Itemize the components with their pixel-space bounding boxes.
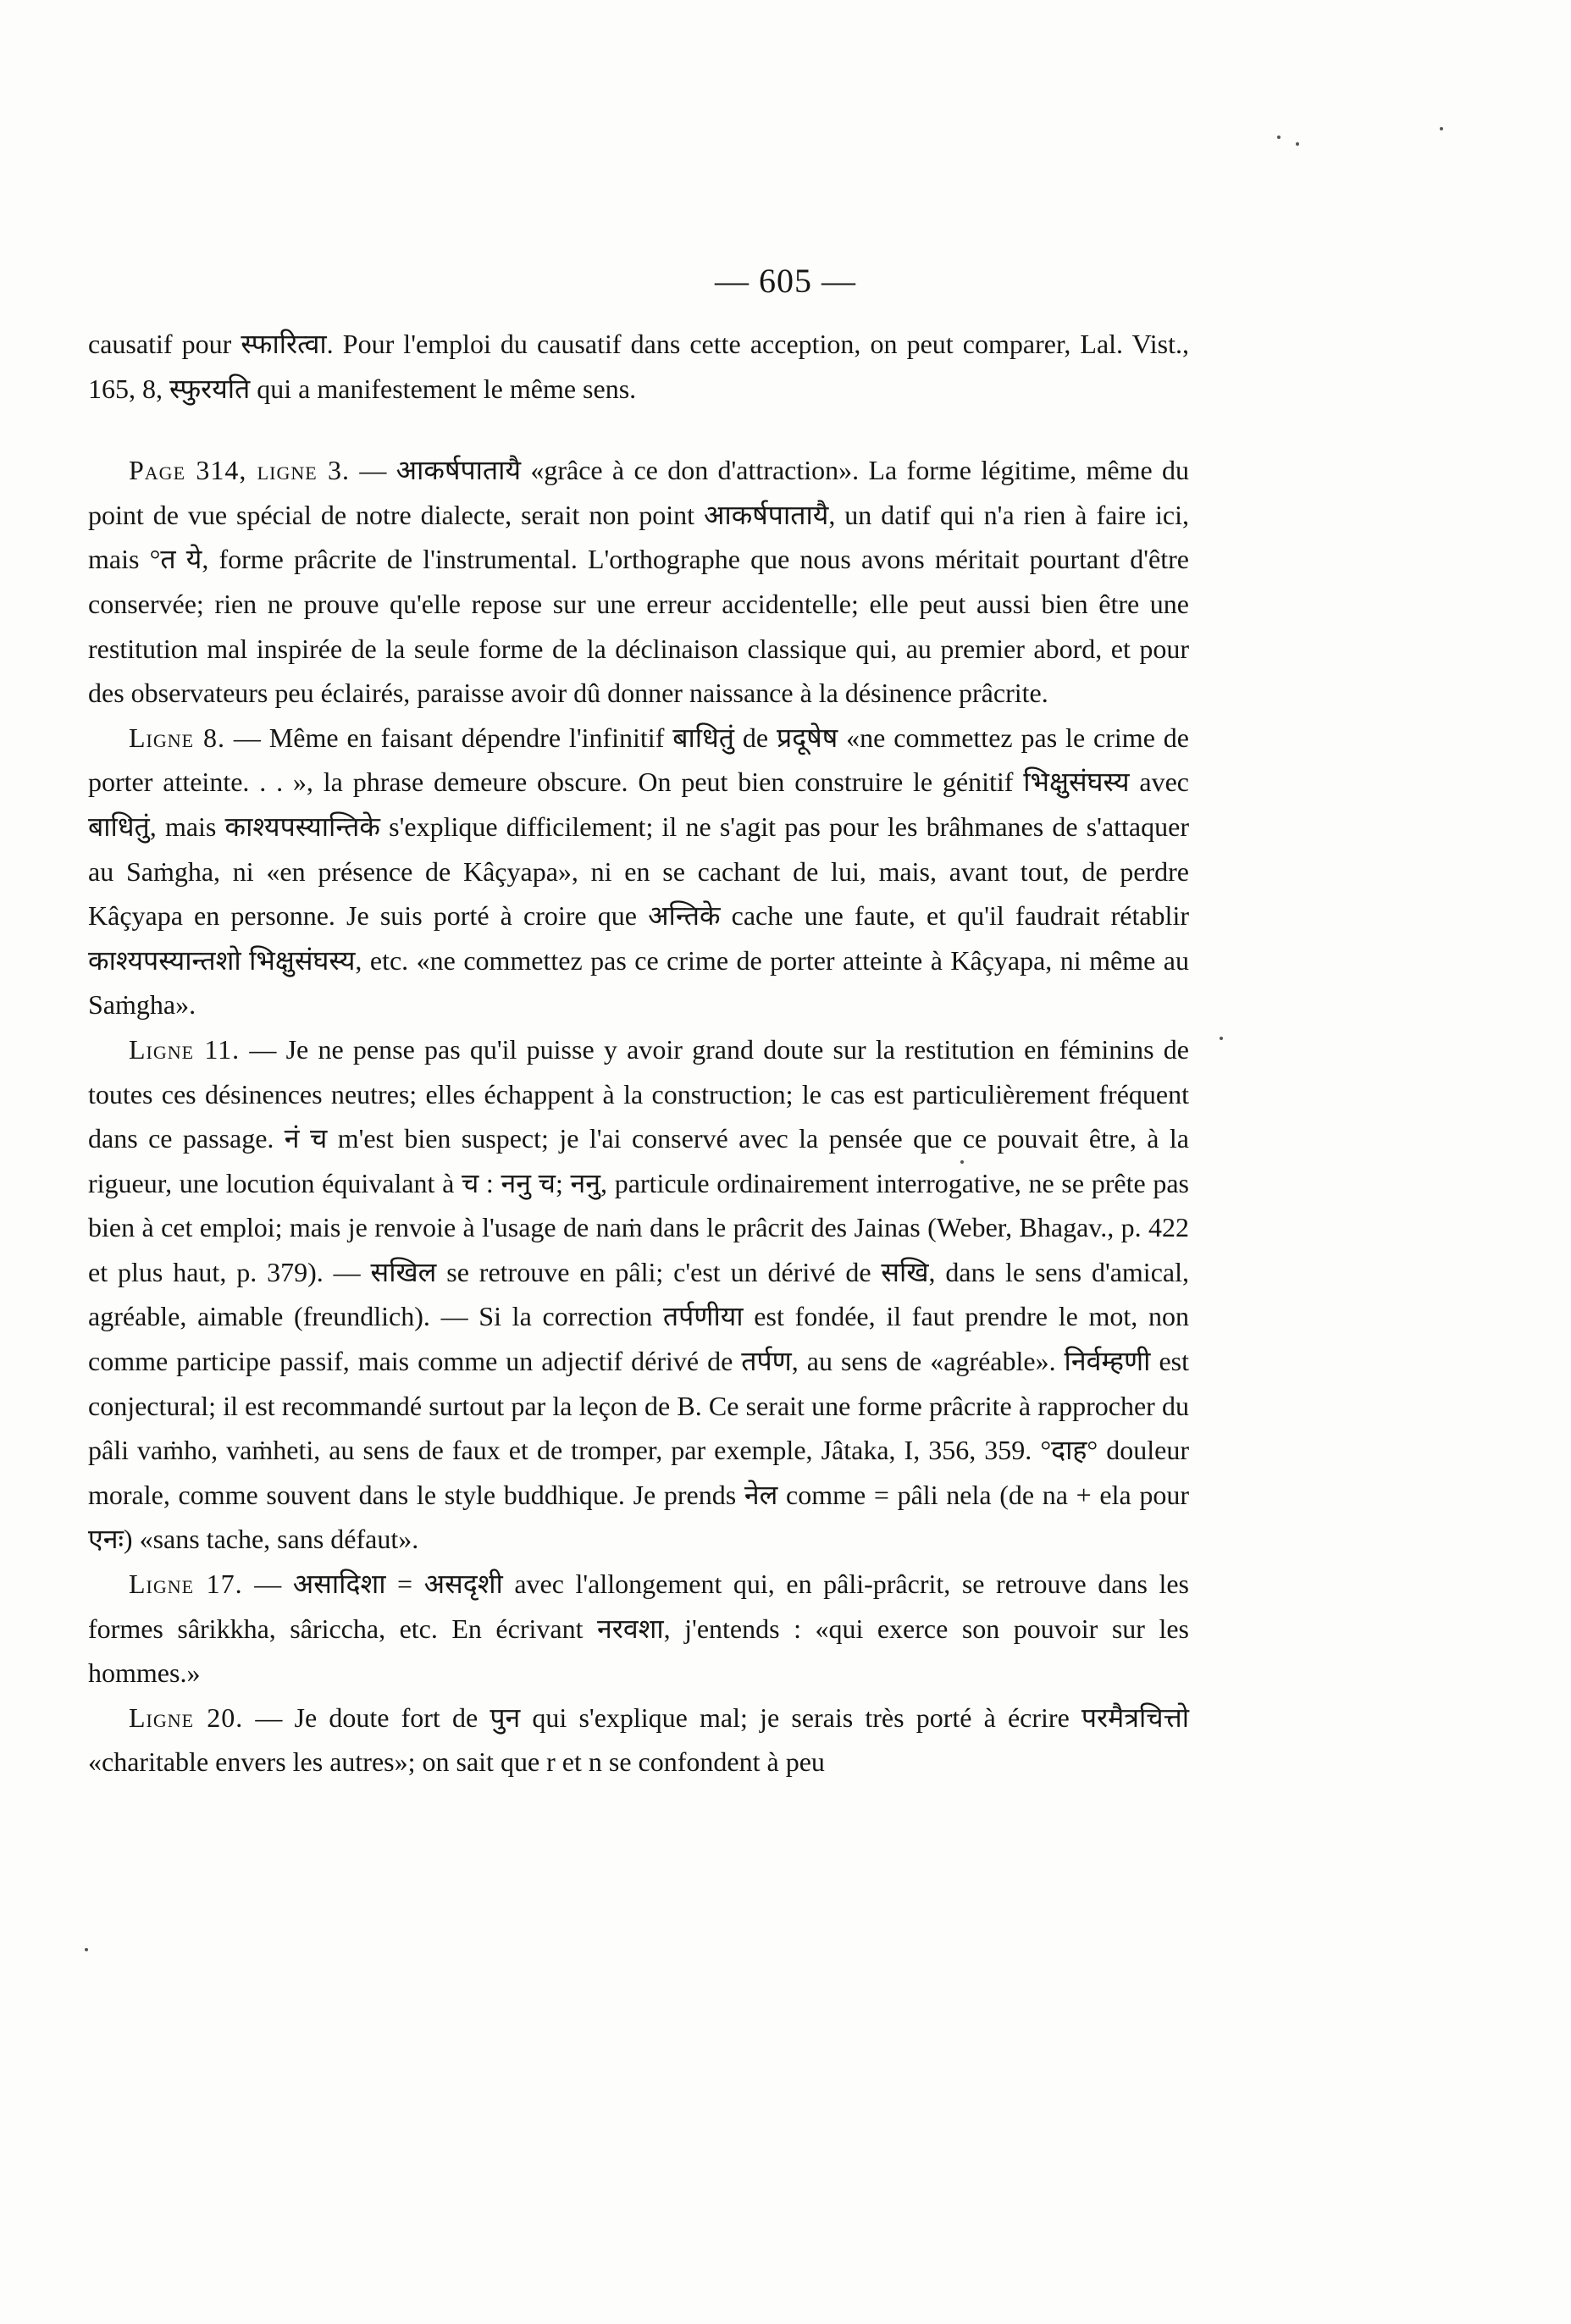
paragraph-label: Ligne 8. xyxy=(129,722,225,753)
paragraph-ligne-20 xyxy=(88,1696,1189,1784)
paragraph-label: Ligne 17. xyxy=(129,1569,243,1600)
scan-speck xyxy=(1296,142,1299,146)
scan-speck xyxy=(85,1948,88,1951)
paragraph-text: — Même en faisant dépendre l'infinitif बाधितुं de प्रदूषेष «ne commettez pas le crime de porter atteinte. . . », la phrase demeure obscure. On peut bien construire le génitif भिक्षुसंघस्य avec बाधितुं, mais काश्यपस्यान्तिके s'explique difficilement; il ne s'agit pas pour les brâhmanes de s'attaquer au Saṁgha, ni «en présence de Kâçyapa», ni en se cachant de lui, mais, avant tout, de perdre Kâçyapa en personne. Je suis porté à croire que अन्तिके cache une faute, et qu'il faudrait rétablir काश्यपस्यान्तशो भिक्षुसंघस्य, etc. «ne commettez pas ce crime de porter atteinte à Kâçyapa, ni même au Saṁgha». xyxy=(88,722,1190,1021)
paragraph-ligne-8 xyxy=(88,716,1189,1027)
paragraph-text: — असादिशा = असदृशी avec l'allongement qui, en pâli-prâcrit, se retrouve dans les formes sârikkha, sâriccha, etc. En écrivant नरवशा, j'entends : «qui exerce son pouvoir sur les hommes.» xyxy=(88,1569,1190,1689)
paragraph-text: — आकर्षपातायै «grâce à ce don d'attraction». La forme légitime, même du point de vue spécial de notre dialecte, serait non point आकर्षपातायै, un datif qui n'a rien à faire ici, mais °त ये, forme prâcrite de l'instrumental. L'orthographe que nous avons méritait pourtant d'être conservée; rien ne prouve qu'elle repose sur une erreur accidentelle; elle peut aussi bien être une restitution mal inspirée de la seule forme de la déclinaison classique qui, au premier abord, et pour des observateurs peu éclairés, paraisse avoir dû donner naissance à la désinence prâcrite. xyxy=(88,455,1189,709)
paragraph-label: Ligne 11. xyxy=(129,1033,241,1065)
paragraph-label: Ligne 20. xyxy=(129,1702,244,1733)
body-text xyxy=(88,322,1189,1784)
paragraph-label: Page 314, ligne 3. xyxy=(129,455,350,486)
scan-speck xyxy=(1440,127,1443,130)
scan-speck xyxy=(1277,136,1281,139)
page-number: — 605 — xyxy=(715,262,856,300)
paragraph-ligne-11 xyxy=(88,1027,1189,1562)
paragraph-causatif xyxy=(88,322,1189,411)
paragraph-text: — Je doute fort de पुन qui s'explique mal; je serais très porté à écrire परमैत्रचित्तो «charitable envers les autres»; on sait que r et n se confondent à peu xyxy=(88,1702,1189,1778)
paragraph-text: — Je ne pense pas qu'il puisse y avoir grand doute sur la restitution en féminins de toutes ces désinences neutres; elles échappent à la construction; le cas est particulièrement fréquent dans ce passage. नं च m'est bien suspect; je l'ai conservé avec la pensée que ce pouvait être, à la rigueur, une locution équivalant à च : ननु च; ननु, particule ordinairement interrogative, ne se prête pas bien à cet emploi; mais je renvoie à l'usage de naṁ dans le prâcrit des Jainas (Weber, Bhagav., p. 422 et plus haut, p. 379). — सखिल se retrouve en pâli; c'est un dérivé de सखि, dans le sens d'amical, agréable, aimable (freundlich). — Si la correction तर्पणीया est fondée, il faut prendre le mot, non comme participe passif, mais comme un adjectif dérivé de तर्पण, au sens de «agréable». निर्वम्हणी est conjectural; il est recommandé surtout par la leçon de B. Ce serait une forme prâcrite à rapprocher du pâli vaṁho, vaṁheti, au sens de faux et de tromper, par exemple, Jâtaka, I, 356, 359. °दाह° douleur morale, comme souvent dans le style buddhique. Je prends नेल comme = pâli nela (de na + ela pour एनः) «sans tache, sans défaut». xyxy=(88,1033,1190,1555)
paragraph-ligne-17 xyxy=(88,1562,1189,1696)
paragraph-page-314-ligne-3 xyxy=(88,448,1189,716)
scan-speck xyxy=(960,1160,964,1164)
scan-speck xyxy=(1220,1037,1223,1040)
paragraph-text: causatif pour स्फारित्वा. Pour l'emploi du causatif dans cette acception, on peut comparer, Lal. Vist., 165, 8, स्फुरयति qui a manifestement le même sens. xyxy=(88,329,1189,404)
